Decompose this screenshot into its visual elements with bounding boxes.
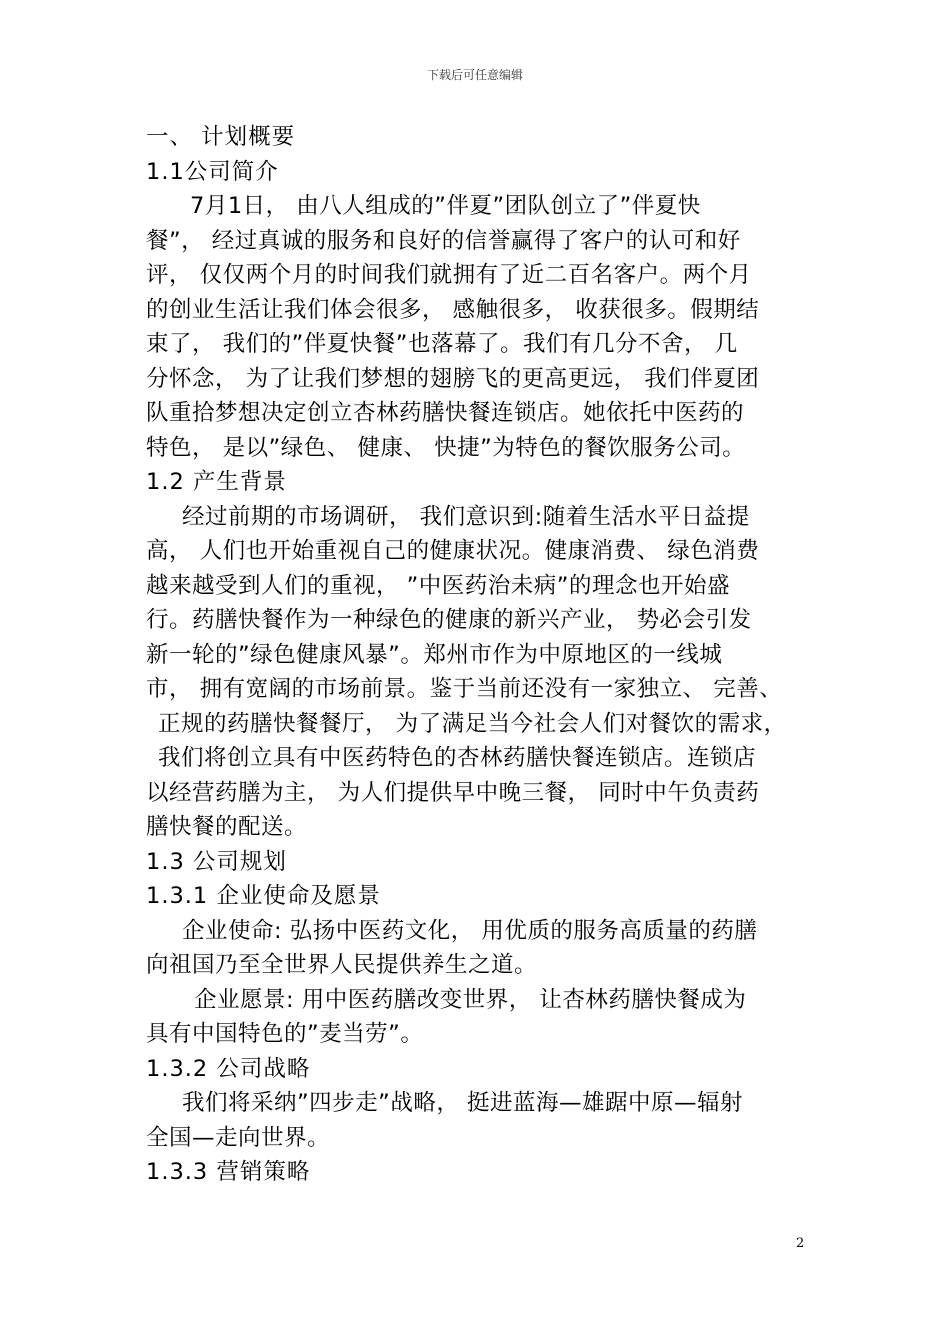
paragraph-line: 正规的药膳快餐餐厅， 为了满足当今社会人们对餐饮的需求， bbox=[158, 710, 787, 737]
header-note: 下载后可任意编辑 bbox=[426, 68, 523, 82]
subsection-heading-strategy: 1.3.2 公司战略 bbox=[146, 1055, 311, 1082]
paragraph-line: 束了， 我们的”伴夏快餐”也落幕了。我们有几分不舍， 几 bbox=[146, 331, 738, 357]
subsection-heading-marketing: 1.3.3 营销策略 bbox=[146, 1159, 311, 1185]
paragraph-line: 餐”， 经过真诚的服务和良好的信誉赢得了客户的认可和好 bbox=[146, 227, 741, 254]
paragraph-line: 全国—走向世界。 bbox=[146, 1124, 331, 1151]
paragraph-line: 我们将采纳”四步走”战略， 挺进蓝海—雄踞中原—辐射 bbox=[182, 1090, 743, 1116]
subsection-heading-mission-vision: 1.3.1 企业使命及愿景 bbox=[146, 883, 381, 909]
paragraph-line: 特色， 是以”绿色、 健康、 快捷”为特色的餐饮服务公司。 bbox=[146, 434, 746, 461]
paragraph-line: 分怀念， 为了让我们梦想的翅膀飞的更高更远， 我们伴夏团 bbox=[146, 365, 760, 392]
paragraph-line: 7月1日， 由八人组成的”伴夏”团队创立了”伴夏快 bbox=[190, 193, 701, 219]
paragraph-line: 企业使命: 弘扬中医药文化， 用优质的服务高质量的药膳 bbox=[182, 917, 758, 944]
paragraph-line: 我们将创立具有中医药特色的杏林药膳快餐连锁店。连锁店 bbox=[158, 745, 757, 771]
paragraph-line: 新一轮的”绿色健康风暴”。郑州市作为中原地区的一线城 bbox=[146, 641, 723, 668]
paragraph-line: 越来越受到人们的重视， ”中医药治未病”的理念也开始盛 bbox=[146, 572, 730, 599]
paragraph-line: 向祖国乃至全世界人民提供养生之道。 bbox=[146, 952, 538, 978]
paragraph-line: 高， 人们也开始重视自己的健康状况。健康消费、 绿色消费 bbox=[146, 538, 760, 564]
paragraph-line: 经过前期的市场调研， 我们意识到:随着生活水平日益提 bbox=[182, 503, 750, 530]
paragraph-line: 的创业生活让我们体会很多， 感触很多， 收获很多。假期结 bbox=[146, 296, 760, 323]
paragraph-line: 评， 仅仅两个月的时间我们就拥有了近二百名客户。两个月 bbox=[146, 262, 752, 288]
paragraph-line: 队重拾梦想决定创立杏林药膳快餐连锁店。她依托中医药的 bbox=[146, 400, 745, 426]
paragraph-line: 具有中国特色的”麦当劳”。 bbox=[146, 1021, 424, 1047]
paragraph-line: 以经营药膳为主， 为人们提供早中晚三餐， 同时中午负责药 bbox=[146, 779, 760, 806]
section-heading-background: 1.2 产生背景 bbox=[146, 469, 287, 495]
paragraph-line: 企业愿景: 用中医药膳改变世界， 让杏林药膳快餐成为 bbox=[194, 986, 747, 1013]
paragraph-line: 膳快餐的配送。 bbox=[146, 814, 308, 840]
document-body bbox=[146, 120, 810, 1190]
paragraph-line: 市， 拥有宽阔的市场前景。鉴于当前还没有一家独立、 完善、 bbox=[146, 676, 783, 702]
section-heading-plan-summary: 一、 计划概要 bbox=[146, 124, 296, 150]
page-number: 2 bbox=[796, 1236, 805, 1251]
section-heading-company-planning: 1.3 公司规划 bbox=[146, 848, 287, 875]
paragraph-line: 行。药膳快餐作为一种绿色的健康的新兴产业， 势必会引发 bbox=[146, 607, 752, 633]
section-heading-company-intro: 1.1公司简介 bbox=[146, 158, 279, 185]
